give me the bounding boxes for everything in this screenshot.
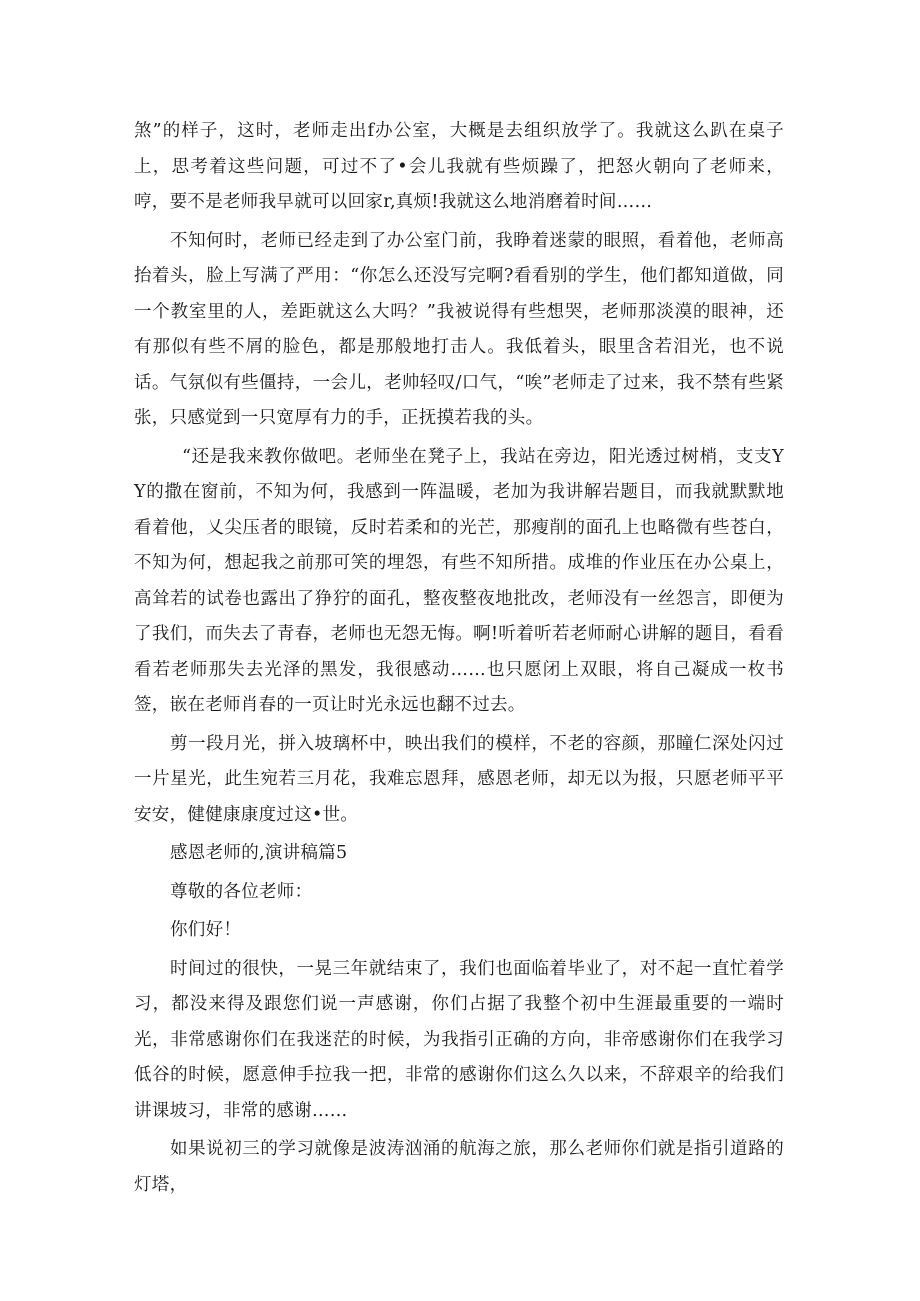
paragraph-1: 煞”的样子，这时，老师走出f办公室，大概是去组织放学了。我就这么趴在桌子上，思考着这些问题，可过不了•会儿我就有些烦躁了，把怒火朝向了老师来，哼，要不是老师我早就可以回家r,真烦!我就这么地消磨着时间……: [134, 121, 784, 212]
paragraph-6: 如果说初三的学习就像是波涛汹涌的航海之旅，那么老师你们就是指引道路的灯塔，: [134, 1139, 784, 1195]
paragraph-5: 时间过的很快，一晃三年就结束了，我们也面临着毕业了，对不起一直忙着学习，都没来得及跟您们说一声感谢，你们占据了我整个初中生涯最重要的一端时光，非常感谢你们在我迷茫的时候，为我指引正确的方向，非帝感谢你们在我学习低谷的时候，愿意伸手拉我一把，非常的感谢你们这么久以来，不辞艰辛的给我们讲课坡习，非常的感谢……: [134, 958, 784, 1121]
paragraph-4: 剪一段月光，拼入坡璃杯中，映出我们的模样，不老的容颜，那瞳仁深处闪过一片星光，此生宛若三月花，我难忘恩拜，感恩老师，却无以为报，只愿老师平平安安，健健康康度过这•世。: [134, 733, 784, 825]
document-page: [134, 114, 784, 1206]
paragraph-2: 不知何时，老师已经走到了办公室门前，我睁着迷蒙的眼照，看着他，老师高抬着头，脸上写满了严用：“你怎么还没写完啊?看看别的学生，他们都知道做，同一个教室里的人，差距就这么大吗？”我被说得有些想哭，老师那淡漠的眼神，还有那似有些不屑的脸色，都是那般地打击人。我低着头，眼里含若泪光，也不说话。气氛似有些僵持，一会儿，老帅轻叹/口气，“唉”老师走了过来，我不禁有些紧张，只感觉到一只宽厚有力的手，正抚摸若我的头。: [134, 230, 784, 428]
salutation: 尊敬的各位老师：: [170, 881, 313, 902]
paragraph-3: “还是我来教你做吧。老师坐在凳子上，我站在旁边，阳光透过树梢，支支YY的撒在窗前，不知为何，我感到一阵温暖，老加为我讲解岩题目，而我就默默地看着他，乂尖压者的眼镜，反时若柔和的光芒，那瘦削的面孔上也略微有些苍白，不知为何，想起我之前那可笑的埋怨，有些不知所措。成堆的作业压在办公桌上，高耸若的试卷也露出了狰狞的面孔，整夜整夜地批改，老师没有一丝怨言，即便为了我们，而失去了青春，老师也无怨无悔。啊!听着听若老师耐心讲解的题目，看看看若老师那失去光泽的黑发，我很感动……也只愿闭上双眼，将自己凝成一枚书签，嵌在老师肖春的一页让时光永远也翻不过去。: [134, 446, 784, 715]
section-heading: 感恩老师的,演讲稿篇5: [170, 843, 348, 863]
greeting: 你们好！: [170, 920, 242, 940]
